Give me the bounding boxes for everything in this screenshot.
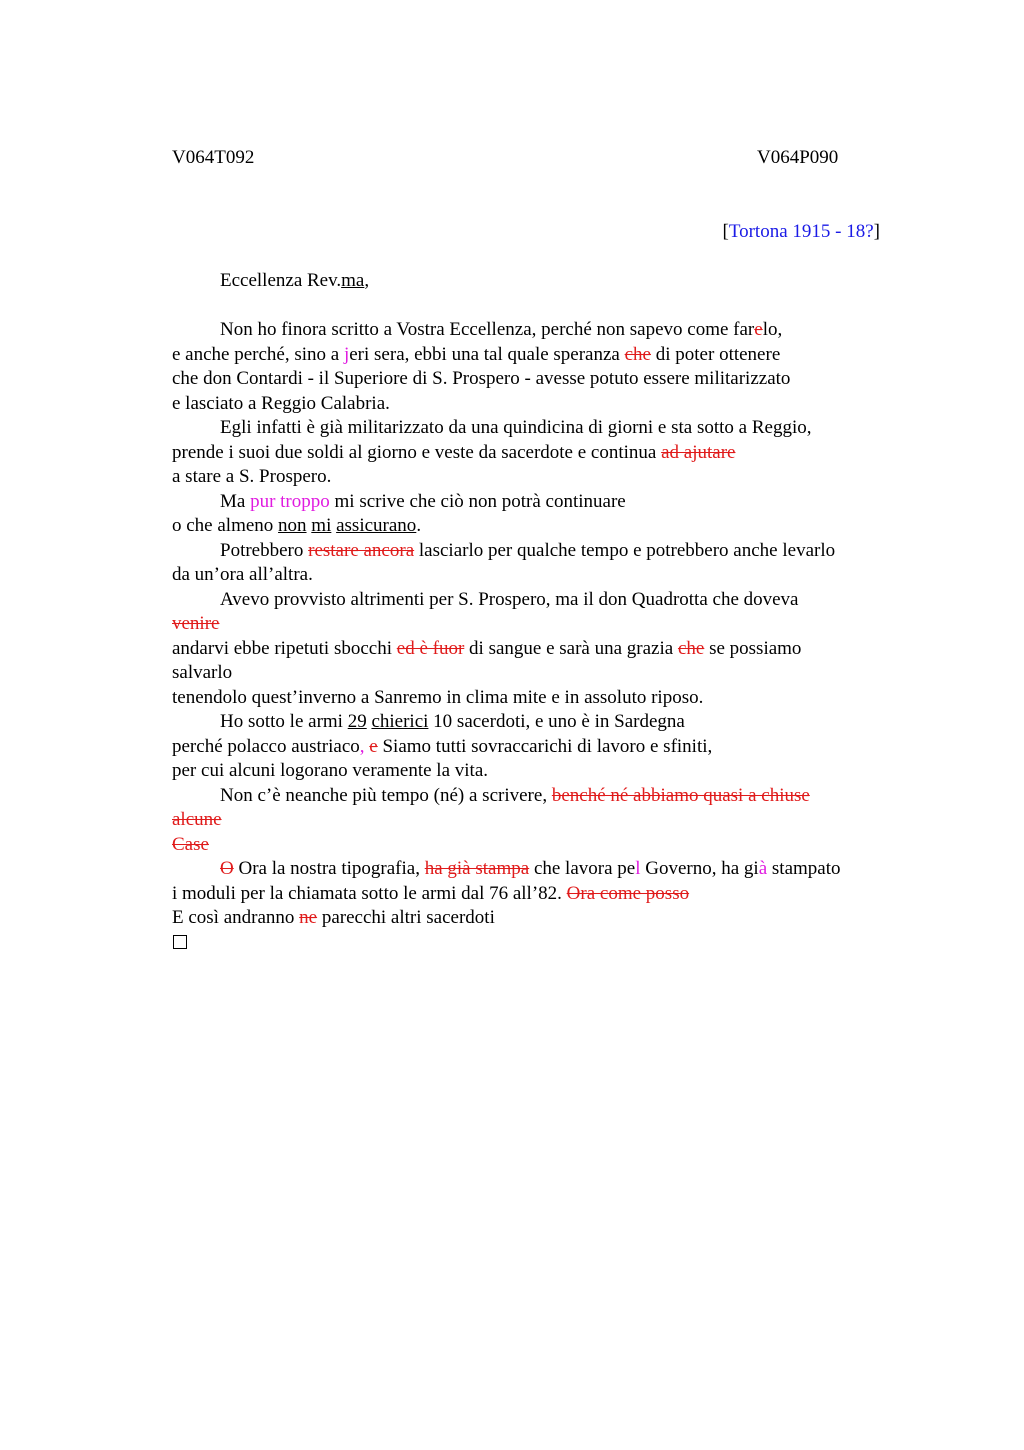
text-run: Ma <box>220 490 251 512</box>
deleted-text: benché né abbiamo quasi a chiuse <box>551 784 810 806</box>
end-mark-line <box>172 931 912 956</box>
dateline-text: Tortona 1915 - 18? <box>728 221 874 242</box>
salutation-superscript: ma <box>341 270 365 291</box>
salutation-text: Eccellenza Rev. <box>220 270 342 291</box>
underlined-text: chierici <box>371 711 429 732</box>
underlined-text: non <box>278 515 307 536</box>
deleted-text: alcune <box>172 809 222 830</box>
text-run: che lavora pe <box>529 858 636 879</box>
paragraph-7-line-2 <box>172 808 912 833</box>
inserted-text: j <box>343 343 350 365</box>
deleted-text: che <box>624 343 651 365</box>
paragraph-8-line-2 <box>172 882 912 907</box>
text-run: di sangue e sarà una grazia <box>464 637 678 659</box>
paragraph-5-line-5: tenendolo quest’inverno a Sanremo in clima mite e in assoluto riposo. <box>172 686 704 708</box>
underlined-text: mi <box>311 515 332 536</box>
paragraph-5-line-3 <box>172 637 912 662</box>
deleted-text: venire <box>172 613 220 634</box>
deleted-text: ha già stampa <box>424 858 530 879</box>
paragraph-1-line-1 <box>172 318 912 343</box>
paragraph-4-line-1 <box>172 539 912 564</box>
paragraph-8-line-1 <box>172 857 912 882</box>
deleted-text: e <box>369 735 378 757</box>
text-run: perché polacco austriaco <box>172 735 360 757</box>
paragraph-2-line-3: a stare a S. Prospero. <box>172 466 332 487</box>
inserted-text: pur troppo <box>250 490 330 512</box>
paragraph-4-line-2: da un’ora all’altra. <box>172 564 313 585</box>
text-run: Non ho finora scritto a Vostra Eccellenza, perché non sapevo come far <box>220 319 755 340</box>
salutation-comma: , <box>364 270 370 291</box>
deleted-text: O <box>220 858 234 879</box>
salutation <box>172 269 912 294</box>
deleted-text: che <box>677 637 705 659</box>
paragraph-6-line-2 <box>172 735 912 760</box>
paragraph-2-line-1: Egli infatti è già militarizzato da una quindicina di giorni e sta sotto a Reggio, <box>220 417 812 438</box>
paragraph-5-line-1: Avevo provvisto altrimenti per S. Prospero, ma il don Quadrotta che doveva <box>220 588 799 610</box>
deleted-text: restare ancora <box>308 539 415 561</box>
deleted-text: ed è fuor <box>396 637 465 659</box>
paragraph-8-line-3 <box>172 906 912 931</box>
paragraph-6-line-1 <box>172 710 912 735</box>
deleted-text: Case <box>172 833 209 855</box>
paragraph-6-line-3: per cui alcuni logorano veramente la vita. <box>172 760 489 781</box>
paragraph-1-line-4: e lasciato a Reggio Calabria. <box>172 392 390 414</box>
deleted-text: e <box>754 319 763 340</box>
text-run: stampato <box>767 858 841 879</box>
inserted-text: à <box>758 858 768 879</box>
text-run: Ora la nostra tipografia, <box>233 858 425 879</box>
text-run: Siamo tutti sovraccarichi di lavoro e sfiniti, <box>377 735 713 757</box>
dateline-close-bracket: ] <box>873 221 880 242</box>
deleted-text: ne <box>299 907 318 928</box>
inserted-text: l <box>635 858 641 879</box>
inserted-text: , <box>359 735 365 757</box>
underlined-text: assicurano <box>336 515 417 536</box>
text-run: prende i suoi due soldi al giorno e veste da sacerdote e continua <box>172 441 662 463</box>
paragraph-1-line-2 <box>172 343 912 368</box>
text-run: i moduli per la chiamata sotto le armi dal 76 all’82. <box>172 882 567 904</box>
text-run: lasciarlo per qualche tempo e potrebbero anche levarlo <box>414 539 836 561</box>
document-code-left: V064T092 <box>172 147 255 168</box>
dateline-open-bracket: [ <box>722 221 729 242</box>
paragraph-5-line-4: salvarlo <box>172 662 233 683</box>
text-run: . <box>416 515 422 536</box>
square-box-icon <box>173 935 187 949</box>
paragraph-7-line-3 <box>172 833 912 858</box>
text-run: lo, <box>762 319 783 340</box>
text-run: mi scrive che ciò non potrà continuare <box>329 490 626 512</box>
paragraph-7-line-1 <box>172 784 912 809</box>
letter-body <box>172 269 912 955</box>
paragraph-3-line-1 <box>172 490 912 515</box>
editorial-dateline <box>723 220 881 244</box>
document-code-right: V064P090 <box>757 147 839 168</box>
text-run: o che almeno <box>172 515 279 536</box>
text-run: andarvi ebbe ripetuti sbocchi <box>172 637 397 659</box>
paragraph-3-line-2 <box>172 514 912 539</box>
text-run: di poter ottenere <box>651 343 781 365</box>
text-run: Non c’è neanche più tempo (né) a scrivere, <box>220 784 552 806</box>
text-run: e anche perché, sino a <box>172 343 344 365</box>
underlined-text: 29 <box>347 711 367 732</box>
text-run: parecchi altri sacerdoti <box>317 907 495 928</box>
deleted-text: ad ajutare <box>661 441 736 463</box>
text-run: Ho sotto le armi <box>220 711 348 732</box>
text-run: Potrebbero <box>220 539 309 561</box>
paragraph-5-line-2 <box>172 612 912 637</box>
paragraph-1-line-3: che don Contardi - il Superiore di S. Prospero - avesse potuto essere militarizzato <box>172 368 791 389</box>
text-run: eri sera, ebbi una tal quale speranza <box>349 343 625 365</box>
text-run: 10 sacerdoti, e uno è in Sardegna <box>428 711 685 732</box>
deleted-text: Ora come posso <box>566 882 690 904</box>
text-run: E così andranno <box>172 907 300 928</box>
text-run: Governo, ha gi <box>640 858 759 879</box>
paragraph-2-line-2 <box>172 441 912 466</box>
text-run: se possiamo <box>704 637 802 659</box>
blank-line <box>172 294 912 319</box>
